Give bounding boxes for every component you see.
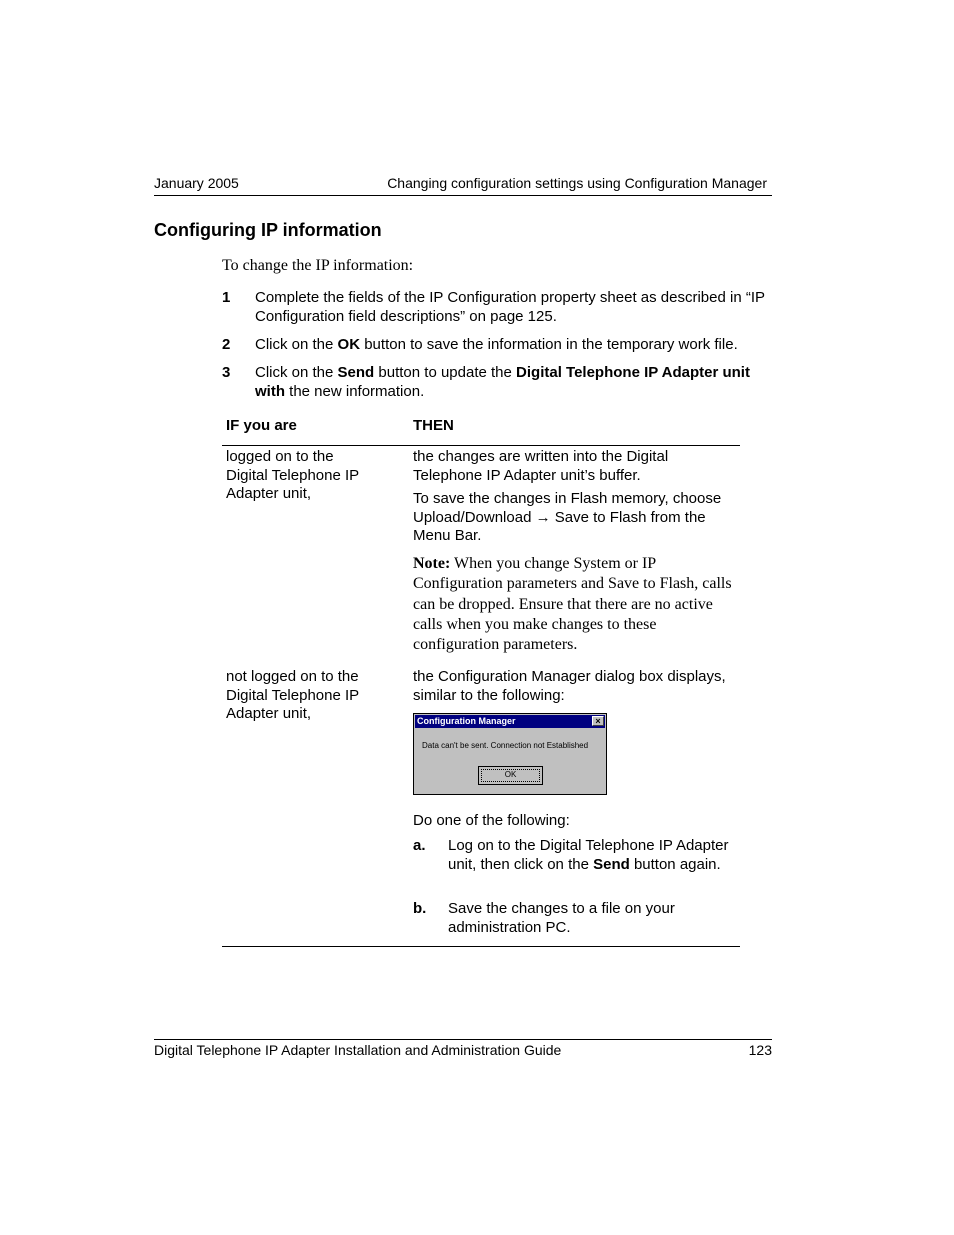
row1-then-buffer: the changes are written into the Digital Telephone IP Adapter unit’s buffer. [413, 448, 669, 484]
table-header-if: IF you are [226, 417, 297, 434]
table-top-rule [222, 445, 740, 446]
config-manager-dialog [413, 713, 607, 795]
option-b [413, 900, 733, 937]
ok-button[interactable]: OK [478, 766, 543, 785]
intro-text: To change the IP information: [222, 257, 414, 274]
page-number: 123 [748, 1042, 772, 1058]
footer-rule [154, 1039, 772, 1040]
step-3 [222, 363, 772, 401]
dialog-title-bar: Configuration Manager [415, 715, 605, 728]
option-text: Save the changes to a file on your administration PC. [448, 900, 675, 936]
row1-note [413, 554, 743, 655]
option-a [413, 837, 733, 874]
option-label: a. [413, 837, 426, 854]
footer-guide-title: Digital Telephone IP Adapter Installation and Administration Guide [154, 1042, 562, 1058]
row1-then-flash: To save the changes in Flash memory, choose Upload/Download → Save to Flash from the Menu Bar. [413, 490, 722, 544]
table-bottom-rule [222, 946, 740, 947]
note-label: Note: [413, 555, 451, 572]
step-text: Complete the fields of the IP Configuration property sheet as described in “IP Configuration field descriptions” on page 125. [255, 289, 765, 325]
row1-if: logged on to the Digital Telephone IP Adapter unit, [226, 448, 359, 502]
note-text: When you change System or IP Configuration parameters and Save to Flash, calls can be dropped. Ensure that there are no active calls when you make changes to these configuration parameters. [413, 555, 732, 654]
row2-if: not logged on to the Digital Telephone IP Adapter unit, [226, 668, 359, 722]
step-number: 3 [222, 364, 231, 381]
dialog-message: Data can't be sent. Connection not Established [422, 741, 589, 750]
step-1 [222, 288, 772, 326]
step-text: Click on the OK button to save the information in the temporary work file. [255, 336, 738, 353]
step-number: 2 [222, 336, 231, 353]
row2-then-dialog-intro: the Configuration Manager dialog box displays, similar to the following: [413, 668, 726, 704]
header-rule [154, 195, 772, 196]
header-date: January 2005 [154, 175, 239, 191]
close-icon[interactable]: × [592, 716, 604, 726]
step-text: Click on the Send button to update the Digital Telephone IP Adapter unit with the new information. [255, 364, 750, 400]
option-text: Log on to the Digital Telephone IP Adapter unit, then click on the Send button again. [448, 837, 729, 873]
row2-then-options-intro: Do one of the following: [413, 812, 570, 829]
step-2 [222, 335, 772, 354]
section-title: Configuring IP information [154, 220, 382, 240]
header-section: Changing configuration settings using Configuration Manager [387, 175, 767, 191]
option-label: b. [413, 900, 427, 917]
step-number: 1 [222, 289, 231, 306]
table-header-then: THEN [413, 417, 454, 434]
